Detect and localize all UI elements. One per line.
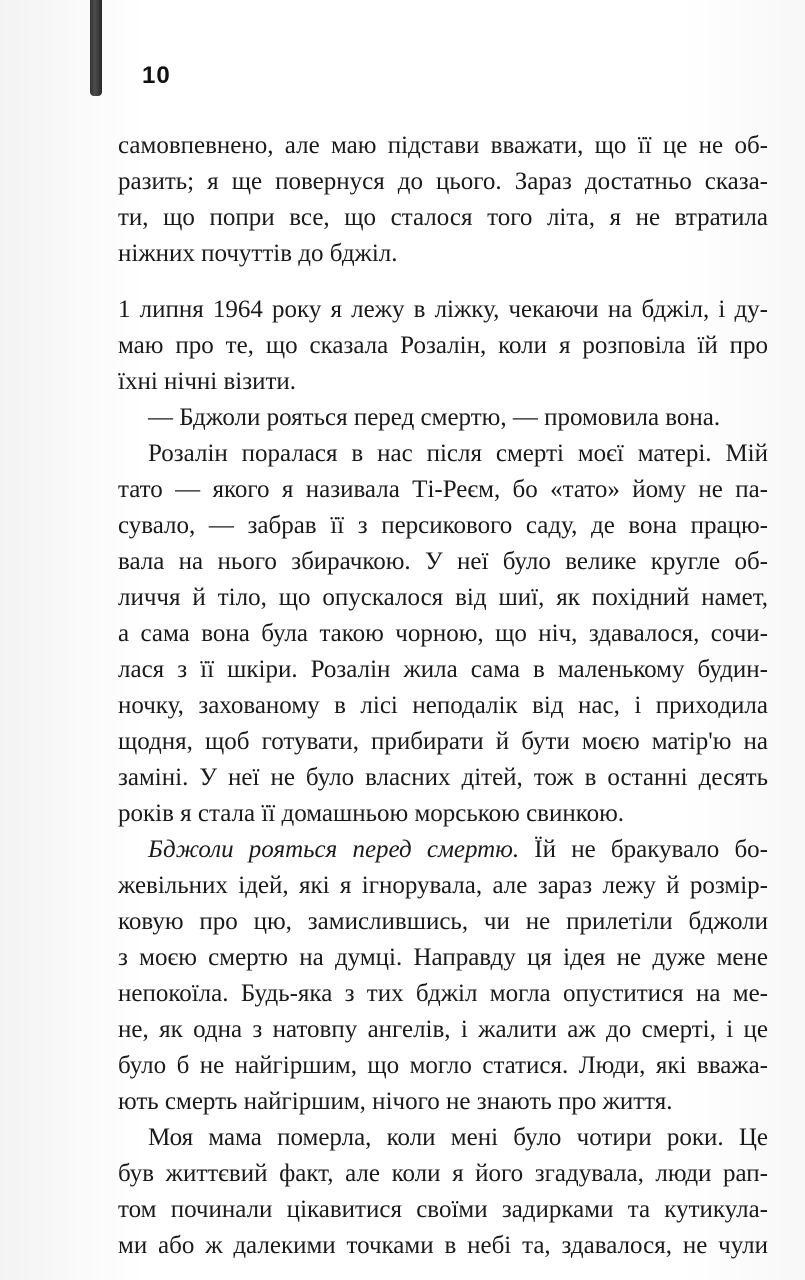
- text-line: [118, 832, 768, 868]
- text-line: ти, що попри все, що сталося того літа, я не втратила: [118, 204, 768, 231]
- dialogue-line: — Бджоли рояться перед смертю, — промовила вона.: [148, 404, 721, 431]
- page-number: 10: [142, 62, 171, 89]
- text-line: Моя мама померла, коли мені було чотири роки. Це: [148, 1124, 768, 1151]
- text-line: ковую про цю, замислившись, чи не прилетіли бджоли: [118, 908, 768, 935]
- text-line: личчя й тіло, що опускалося від шиї, як похідний намет,: [118, 584, 768, 611]
- text-line: ми або ж далекими точками в небі та, здавалося, не чули: [118, 1232, 768, 1259]
- text-line: років я стала її домашньою морською свинкою.: [118, 800, 625, 827]
- text-line: а сама вона була такою чорною, що ніч, здавалося, сочи-: [118, 620, 768, 647]
- text-line: був життєвий факт, але коли я його згадувала, люди рап-: [118, 1160, 768, 1187]
- text-line: непокоїла. Будь-яка з тих бджіл могла опуститися на ме-: [118, 980, 768, 1007]
- text-line: їхні нічні візити.: [118, 368, 297, 395]
- text-line: заміні. У неї не було власних дітей, тож в останні десять: [118, 764, 768, 791]
- text-line: щодня, щоб готувати, прибирати й бути моєю матір'ю на: [118, 728, 768, 755]
- text-line: сувало, — забрав її з персикового саду, де вона працю-: [118, 512, 768, 539]
- text-line: маю про те, що сказала Розалін, коли я розповіла їй про: [118, 332, 768, 359]
- text-line: не, як одна з натовпу ангелів, і жалити аж до смерті, і це: [118, 1016, 768, 1043]
- text-line: ніжних почуттів до бджіл.: [118, 240, 398, 267]
- text-line: з моєю смертю на думці. Направду ця ідея не дуже мене: [118, 944, 768, 971]
- text-fragment: Їй не бракувало бо-: [519, 836, 768, 863]
- paragraph-continuation: [118, 128, 768, 272]
- text-line: самовпевнено, але маю підстави вважати, що її це не об-: [118, 132, 768, 159]
- text-line: ють смерть найгіршим, нічого не знають про життя.: [118, 1088, 673, 1115]
- text-line: Розалін поралася в нас після смерті моєї матері. Мій: [148, 440, 768, 467]
- text-line: тато — якого я називала Ті-Реєм, бо «тато» йому не па-: [118, 476, 768, 503]
- page-edge-shadow: [90, 0, 102, 96]
- text-line: лася з її шкіри. Розалін жила сама в маленькому будин-: [118, 656, 768, 683]
- text-line: було б не найгіршим, що могло статися. Люди, які вважа-: [118, 1052, 768, 1079]
- text-line: жевільних ідей, які я ігнорувала, але зараз лежу й розмір-: [118, 872, 768, 899]
- text-line: ночку, захованому в лісі неподалік від нас, і приходила: [118, 692, 768, 719]
- text-line: 1 липня 1964 року я лежу в ліжку, чекаючи на бджіл, і ду-: [118, 296, 768, 323]
- text-line: том починали цікавитися своїми задирками та кутикула-: [118, 1196, 768, 1223]
- main-text: [118, 292, 768, 1264]
- text-line: разить; я ще повернуся до цього. Зараз достатньо сказа-: [118, 168, 768, 195]
- text-line: вала на нього збирачкою. У неї було велике кругле об-: [118, 548, 768, 575]
- italic-quote: Бджоли рояться перед смертю.: [148, 836, 520, 863]
